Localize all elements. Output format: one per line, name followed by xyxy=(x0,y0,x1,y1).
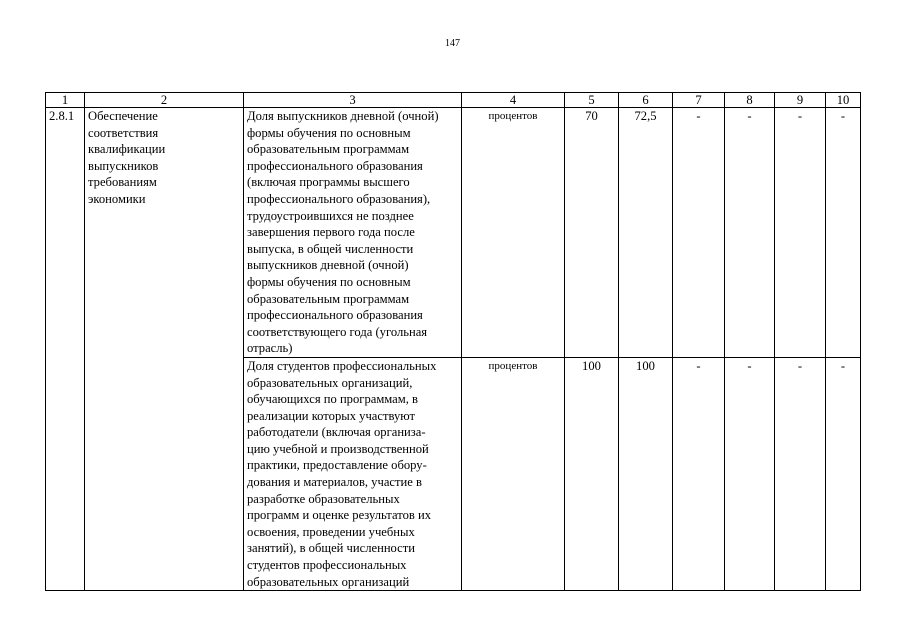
unit-cell: процентов xyxy=(462,357,565,590)
task-cell: Обеспечение соответствия квалификации выпускников требованиям экономики xyxy=(85,108,244,591)
header-cell: 7 xyxy=(673,93,725,108)
value-cell-10: - xyxy=(826,357,861,590)
row-code-cell: 2.8.1 xyxy=(46,108,85,591)
page-number: 147 xyxy=(445,38,460,49)
unit-cell: процентов xyxy=(462,108,565,358)
table-header-row xyxy=(46,93,861,108)
value-cell-10: - xyxy=(826,108,861,358)
value-cell-8: - xyxy=(725,108,775,358)
value-cell-5: 100 xyxy=(565,357,619,590)
value-cell-7: - xyxy=(673,357,725,590)
value-cell-9: - xyxy=(775,357,826,590)
value-cell-5: 70 xyxy=(565,108,619,358)
header-cell: 1 xyxy=(46,93,85,108)
value-cell-6: 100 xyxy=(619,357,673,590)
value-cell-6: 72,5 xyxy=(619,108,673,358)
value-cell-9: - xyxy=(775,108,826,358)
table-row xyxy=(46,108,861,358)
header-cell: 10 xyxy=(826,93,861,108)
indicator-cell: Доля выпускников дневной (очной) формы обучения по основным образовательным программам профессионального образования (включая программы высшего профессионального образования), трудоустроившихся не позднее завершения первого года после выпуска, в общей численности выпускников дневной (очной) формы обучения по основным образовательным программам профессионального образования соответствующего года (угольная отрасль) xyxy=(244,108,462,358)
header-cell: 9 xyxy=(775,93,826,108)
header-cell: 8 xyxy=(725,93,775,108)
indicators-table xyxy=(45,92,861,591)
header-cell: 4 xyxy=(462,93,565,108)
value-cell-7: - xyxy=(673,108,725,358)
header-cell: 2 xyxy=(85,93,244,108)
header-cell: 5 xyxy=(565,93,619,108)
value-cell-8: - xyxy=(725,357,775,590)
indicator-cell: Доля студентов профессиональных образовательных организаций, обучающихся по программам, в реализации которых участвуют работодатели (включая организа- цию учебной и производственной практики, предоставление обору- дования и материалов, участие в разработке образовательных программ и оценке результатов их освоения, проведении учебных занятий), в общей численности студентов профессиональных образовательных организаций xyxy=(244,357,462,590)
header-cell: 3 xyxy=(244,93,462,108)
header-cell: 6 xyxy=(619,93,673,108)
